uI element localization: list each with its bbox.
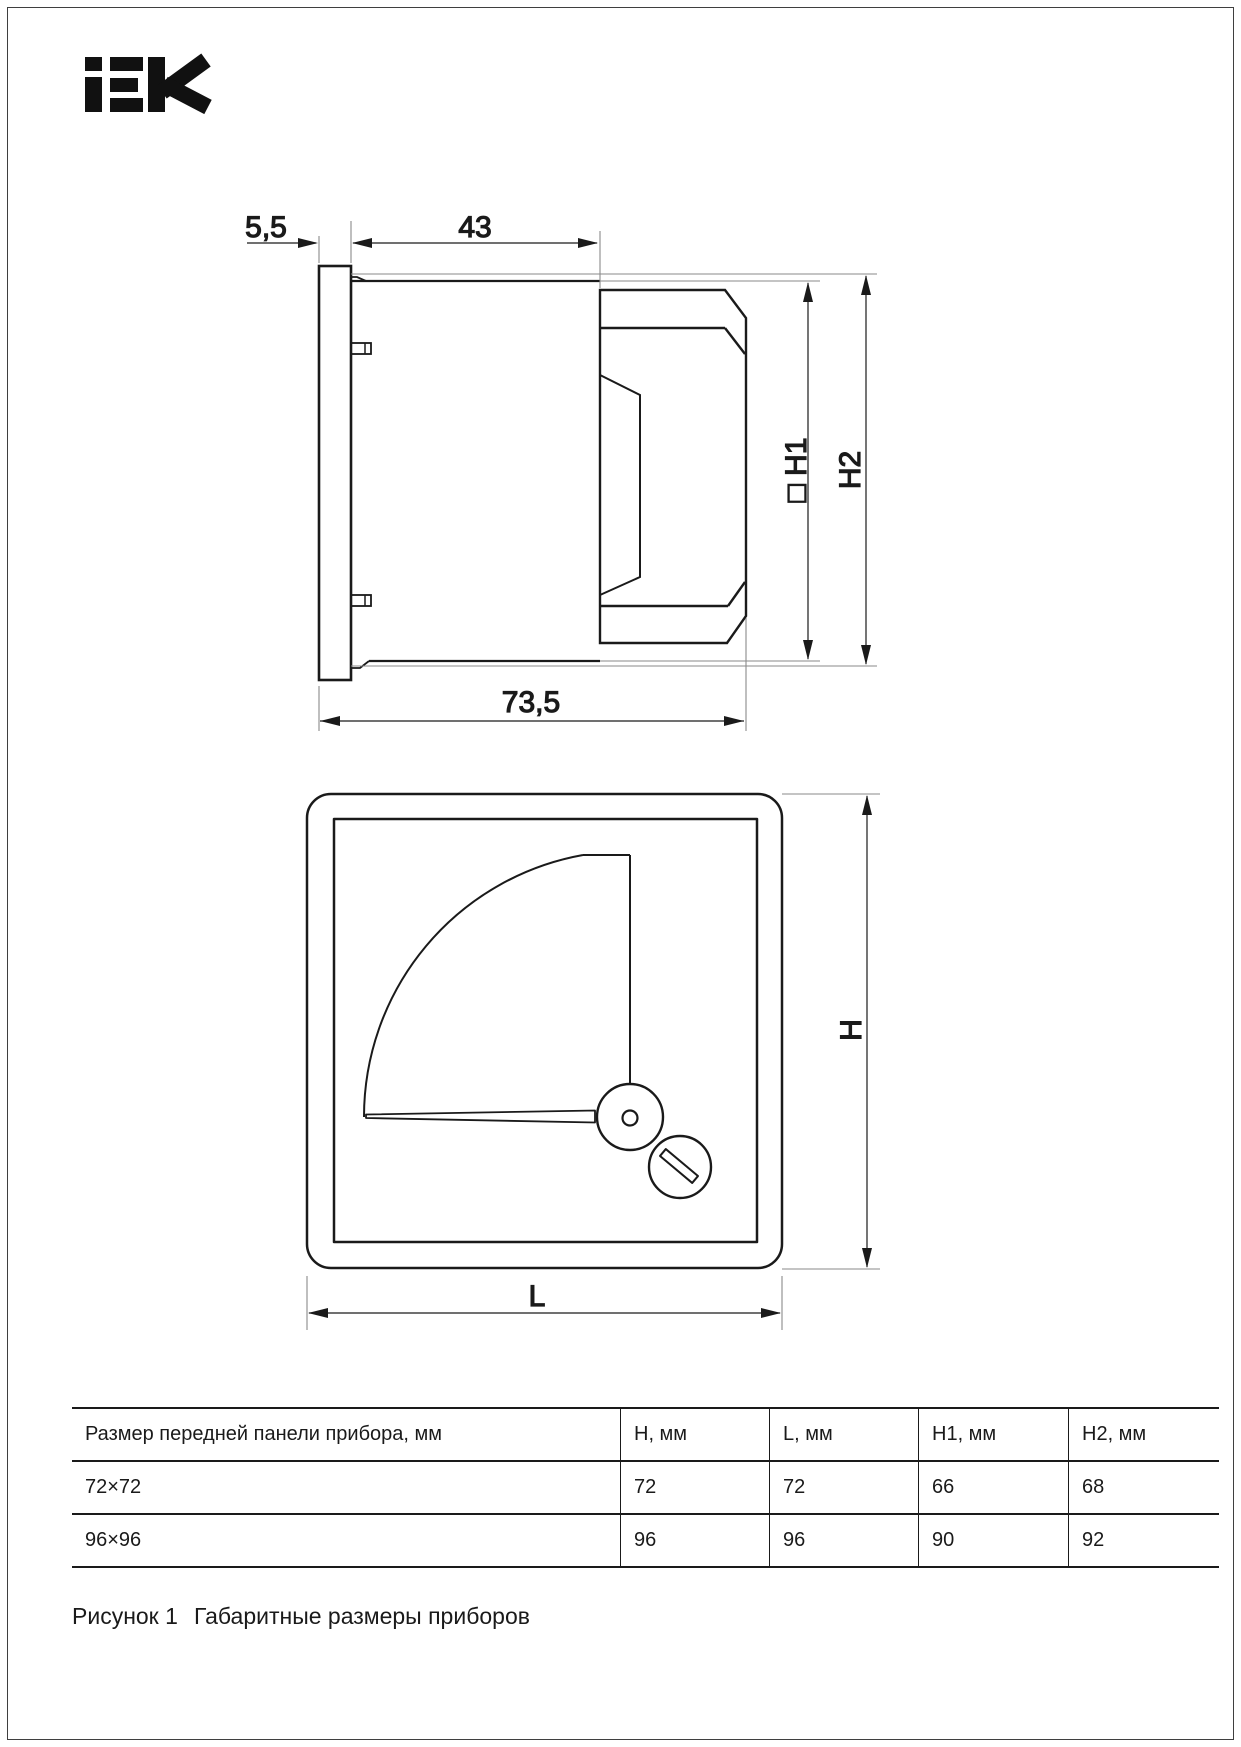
zero-adjuster-screw — [649, 1136, 711, 1198]
extension-lines — [307, 794, 880, 1330]
figure-number: Рисунок 1 — [72, 1603, 178, 1629]
dim-label-front-height: H — [835, 1019, 868, 1041]
meter-bezel-flange — [319, 266, 351, 680]
table-cell-h1: 66 — [919, 1461, 1069, 1514]
pointer-needle — [366, 1111, 595, 1123]
table-cell-panel-size: 72×72 — [85, 1476, 142, 1498]
figure-title: Габаритные размеры приборов — [193, 1603, 530, 1629]
dim-case-square — [780, 282, 813, 660]
dim-front-width — [308, 1280, 781, 1318]
table-header-h1: H1, мм — [919, 1408, 1069, 1461]
dim-total-depth — [320, 686, 744, 726]
dim-label-case-square: □ H1 — [780, 437, 813, 503]
iek-logo-icon — [85, 57, 208, 112]
dim-label-total-depth: 73,5 — [501, 686, 561, 719]
dim-overall-height — [834, 275, 871, 665]
front-view-dimensions — [307, 794, 880, 1330]
table-row — [72, 1461, 1219, 1514]
dim-label-flange-depth: 5,5 — [245, 211, 287, 244]
dim-label-overall-height: H2 — [834, 450, 867, 490]
table-cell-h2: 92 — [1069, 1514, 1220, 1567]
mounting-clip — [351, 595, 371, 606]
dim-flange-depth — [245, 211, 318, 248]
front-view-drawing — [307, 794, 782, 1268]
dim-label-front-width: L — [528, 1280, 546, 1313]
table-header-h: H, мм — [621, 1408, 770, 1461]
needle-pivot — [597, 1084, 663, 1150]
dimensions-table — [72, 1407, 1219, 1568]
rear-terminal-block — [600, 290, 746, 643]
dial-scale-sector — [364, 855, 630, 1117]
table-cell-panel-size: 96×96 — [85, 1529, 142, 1551]
table-cell-l: 96 — [770, 1514, 919, 1567]
dim-label-body-depth: 43 — [458, 211, 492, 244]
table-cell-l: 72 — [770, 1461, 919, 1514]
side-view-drawing — [319, 266, 746, 680]
table-cell-h: 72 — [621, 1461, 770, 1514]
table-cell-h: 96 — [621, 1514, 770, 1567]
dim-body-depth — [352, 211, 598, 248]
figure-caption — [72, 1603, 530, 1630]
table-header-h2: H2, мм — [1069, 1408, 1220, 1461]
table-row — [72, 1514, 1219, 1567]
mounting-clip — [351, 343, 371, 354]
table-header-panel-size: Размер передней панели прибора, мм — [85, 1423, 443, 1445]
table-cell-h2: 68 — [1069, 1461, 1220, 1514]
meter-case-body — [351, 277, 600, 668]
terminal-cover-profile — [600, 375, 640, 595]
table-header-l: L, мм — [770, 1408, 919, 1461]
table-header-row — [72, 1408, 1219, 1461]
table-cell-h1: 90 — [919, 1514, 1069, 1567]
side-view-dimensions — [245, 211, 877, 731]
dim-front-height — [835, 795, 872, 1268]
